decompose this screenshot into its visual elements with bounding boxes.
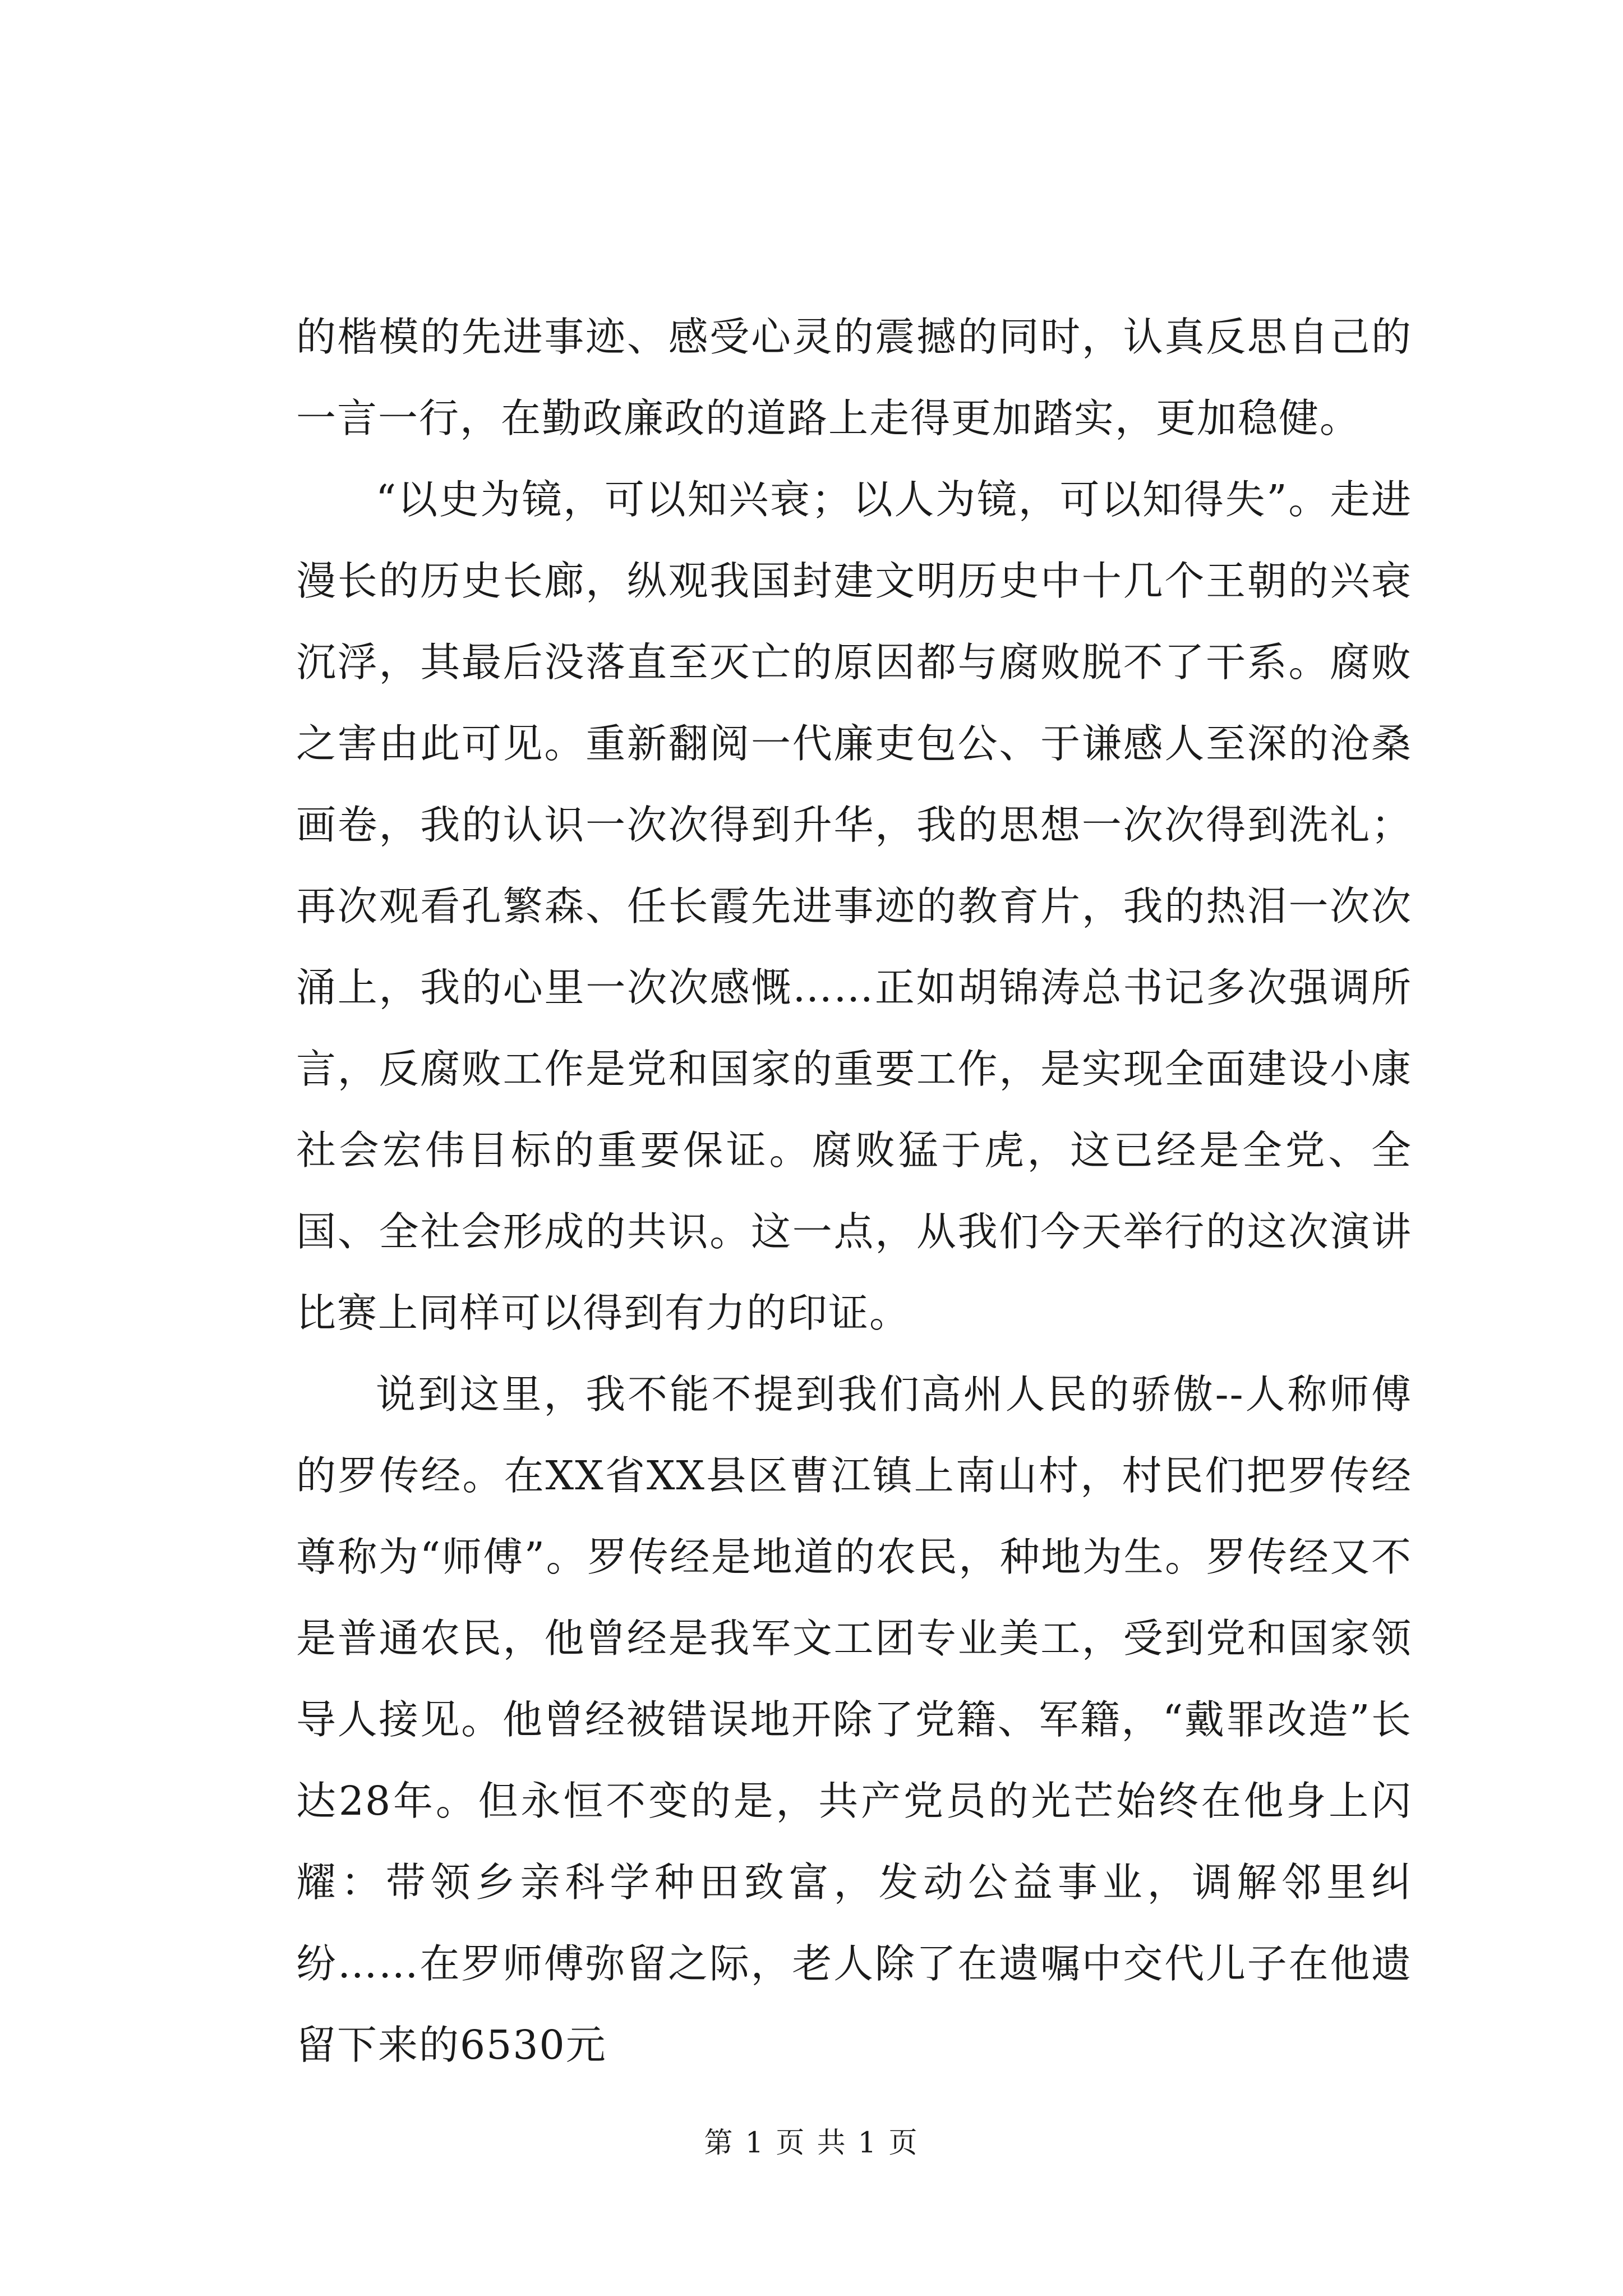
document-body — [296, 296, 1412, 2086]
page-footer: 第 1 页 共 1 页 — [704, 2127, 919, 2160]
paragraph-1: 的楷模的先进事迹、感受心灵的震撼的同时，认真反思自己的一言一行，在勤政廉政的道路上走得更加踏实，更加稳健。 — [296, 314, 1412, 441]
paragraph-2: “以史为镜，可以知兴衰；以人为镜，可以知得失”。走进漫长的历史长廊，纵观我国封建文明历史中十几个王朝的兴衰沉浮，其最后没落直至灭亡的原因都与腐败脱不了干系。腐败之害由此可见。重新翻阅一代廉吏包公、于谦感人至深的沧桑画卷，我的认识一次次得到升华，我的思想一次次得到洗礼；再次观看孔繁森、任长霞先进事迹的教育片，我的热泪一次次涌上，我的心里一次次感慨……正如胡锦涛总书记多次强调所言，反腐败工作是党和国家的重要工作，是实现全面建设小康社会宏伟目标的重要保证。腐败猛于虎，这已经是全党、全国、全社会形成的共识。这一点，从我们今天举行的这次演讲比赛上同样可以得到有力的印证。 — [296, 476, 1412, 1336]
paragraph-3: 说到这里，我不能不提到我们高州人民的骄傲--人称师傅的罗传经。在XX省XX县区曹江镇上南山村，村民们把罗传经尊称为“师傅”。罗传经是地道的农民，种地为生。罗传经又不是普通农民，他曾经是我军文工团专业美工，受到党和国家领导人接见。他曾经被错误地开除了党籍、军籍，“戴罪改造”长达28年。但永恒不变的是，共产党员的光芒始终在他身上闪耀：带领乡亲科学种田致富，发动公益事业，调解邻里纠纷……在罗师傅弥留之际，老人除了在遗嘱中交代儿子在他遗留下来的6530元 — [296, 1371, 1412, 2068]
